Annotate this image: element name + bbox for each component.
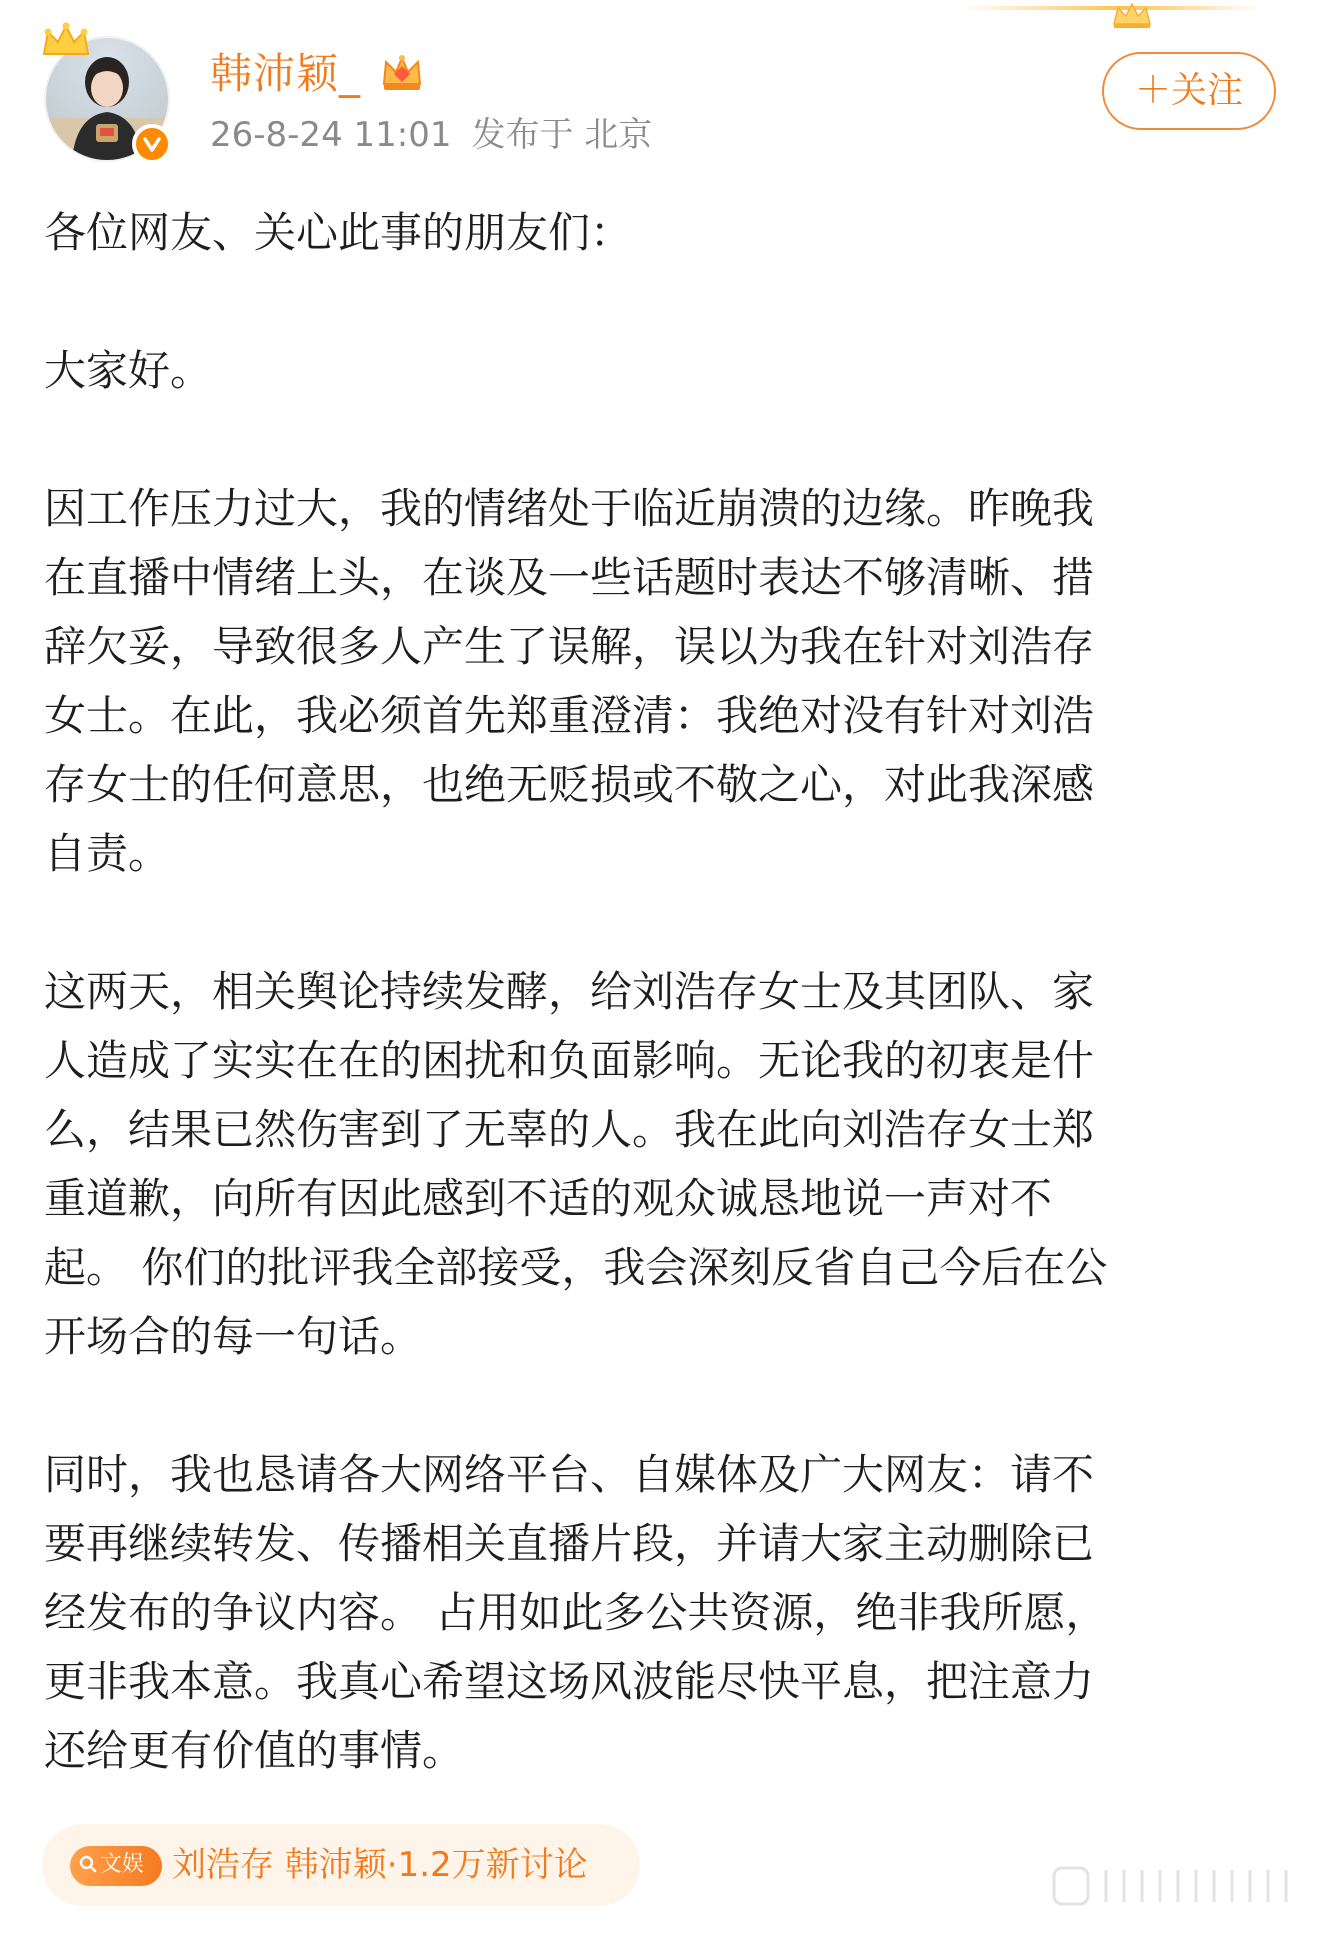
paragraph bbox=[44, 957, 1262, 1371]
text-line: 自责。 bbox=[44, 829, 171, 878]
post-timestamp: 26-8-24 11:01 bbox=[210, 115, 452, 155]
text-line: 起。 你们的批评我全部接受，我会深刻反省自己今后在公 bbox=[44, 1243, 1108, 1292]
text-line: 重道歉，向所有因此感到不适的观众诚恳地说一声对不 bbox=[44, 1174, 1053, 1223]
paragraph bbox=[44, 474, 1262, 888]
text-line: 存女士的任何意思，也绝无贬损或不敬之心，对此我深感 bbox=[44, 760, 1095, 809]
text-line: 在直播中情绪上头，在谈及一些话题时表达不够清晰、措 bbox=[44, 553, 1095, 602]
text-line: 么，结果已然伤害到了无辜的人。我在此向刘浩存女士郑 bbox=[44, 1105, 1095, 1154]
paragraph bbox=[44, 198, 1262, 267]
post-location: 发布于 北京 bbox=[471, 115, 653, 155]
text-line: 更非我本意。我真心希望这场风波能尽快平息，把注意力 bbox=[44, 1657, 1095, 1706]
text-line: 还给更有价值的事情。 bbox=[44, 1726, 465, 1775]
text-line: 女士。在此，我必须首先郑重澄清：我绝对没有针对刘浩 bbox=[44, 691, 1095, 740]
topic-link[interactable]: 刘浩存 韩沛颖·1.2万新讨论 bbox=[172, 1845, 588, 1885]
crown-decoration-icon bbox=[1110, 0, 1154, 30]
verified-badge-icon bbox=[132, 124, 172, 164]
topic-category-badge bbox=[70, 1846, 162, 1886]
avatar-container[interactable] bbox=[38, 20, 172, 164]
paragraph bbox=[44, 336, 1262, 405]
post-body bbox=[44, 198, 1262, 1785]
topic-chip[interactable] bbox=[42, 1824, 640, 1906]
text-line: 这两天，相关舆论持续发酵，给刘浩存女士及其团队、家 bbox=[44, 967, 1095, 1016]
paragraph bbox=[44, 1440, 1262, 1785]
text-line: 大家好。 bbox=[44, 346, 213, 395]
follow-button[interactable]: ＋关注 bbox=[1102, 52, 1276, 130]
username[interactable]: 韩沛颖_ bbox=[210, 49, 362, 98]
text-line: 辞欠妥，导致很多人产生了误解，误以为我在针对刘浩存 bbox=[44, 622, 1095, 671]
text-line: 各位网友、关心此事的朋友们： bbox=[44, 208, 633, 257]
vip-crown-icon[interactable] bbox=[378, 50, 426, 96]
text-line: 经发布的争议内容。 占用如此多公共资源，绝非我所愿， bbox=[44, 1588, 1108, 1637]
text-line: 同时，我也恳请各大网络平台、自媒体及广大网友：请不 bbox=[44, 1450, 1095, 1499]
watermark-icon bbox=[1050, 1860, 1310, 1912]
topic-badge-label: 文娱 bbox=[100, 1851, 145, 1877]
text-line: 开场合的每一句话。 bbox=[44, 1312, 423, 1361]
text-line: 因工作压力过大，我的情绪处于临近崩溃的边缘。昨晚我 bbox=[44, 484, 1095, 533]
search-icon bbox=[78, 1854, 98, 1874]
avatar-crown-icon bbox=[38, 20, 94, 64]
text-line: 人造成了实实在在的困扰和负面影响。无论我的初衷是什 bbox=[44, 1036, 1095, 1085]
post-meta bbox=[210, 110, 652, 160]
text-line: 要再继续转发、传播相关直播片段，并请大家主动删除已 bbox=[44, 1519, 1095, 1568]
